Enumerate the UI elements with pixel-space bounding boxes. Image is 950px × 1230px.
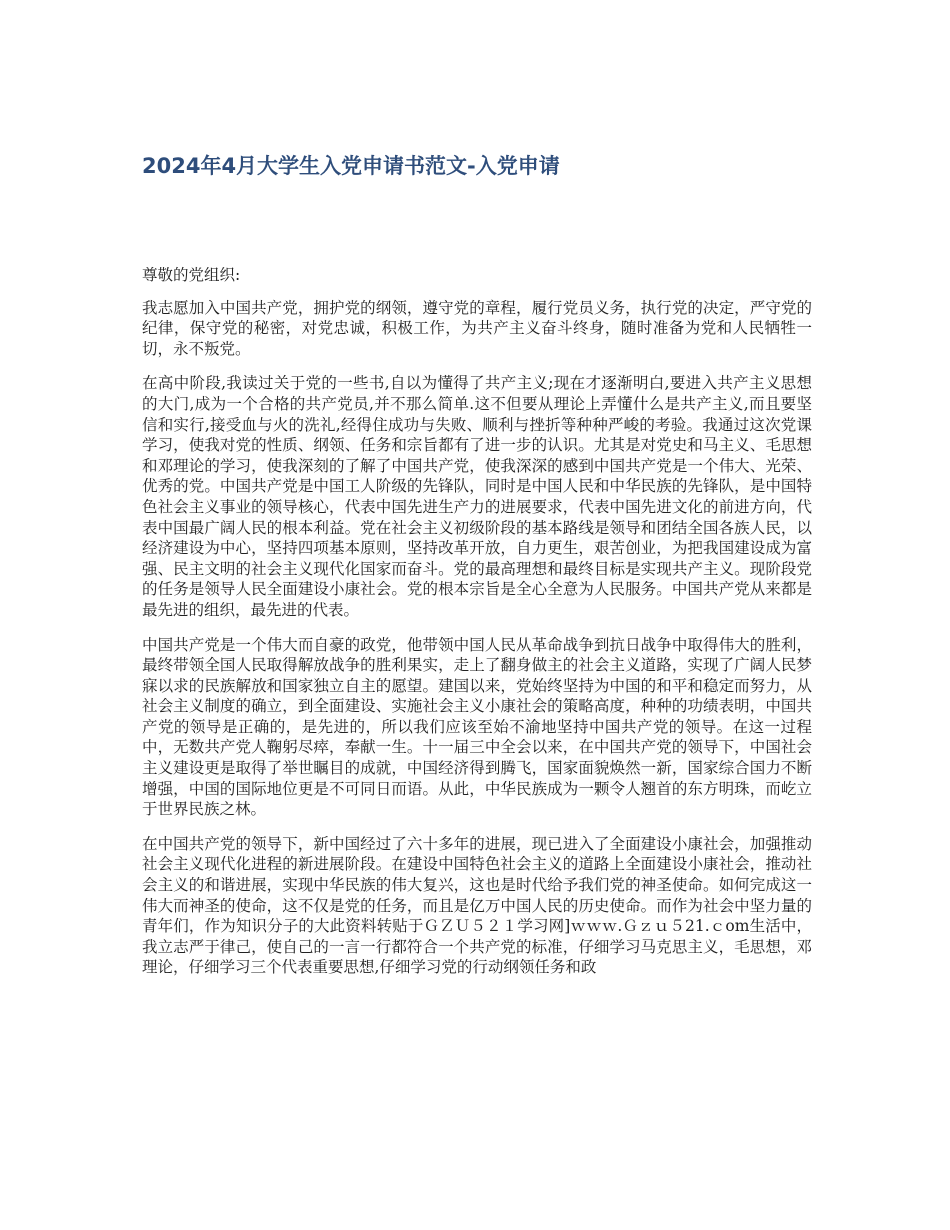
document-body <box>142 265 812 992</box>
document-title: 2024年4月大学生入党申请书范文-入党申请 <box>142 154 560 178</box>
body-paragraph: 中国共产党是一个伟大而自豪的政党，他带领中国人民从革命战争到抗日战争中取得伟大的胜利，最终带领全国人民取得解放战争的胜利果实，走上了翻身做主的社会主义道路，实现了广阔人民梦寐以求的民族解放和国家独立自主的愿望。建国以来，党始终坚持为中国的和平和稳定而努力，从社会主义制度的确立，到全面建设、实施社会主义小康社会的策略高度，种种的功绩表明，中国共产党的领导是正确的，是先进的，所以我们应该至始不渝地坚持中国共产党的领导。在这一过程中，无数共产党人鞠躬尽瘁，奉献一生。十一届三中全会以来，在中国共产党的领导下，中国社会主义建设更是取得了举世瞩目的成就，中国经济得到腾飞，国家面貌焕然一新，国家综合国力不断增强，中国的国际地位更是不可同日而语。从此，中华民族成为一颗令人翘首的东方明珠，而屹立于世界民族之林。 <box>142 635 812 819</box>
body-paragraph: 在中国共产党的领导下，新中国经过了六十多年的进展，现已进入了全面建设小康社会，加强推动社会主义现代化进程的新进展阶段。在建设中国特色社会主义的道路上全面建设小康社会，推动社会主义的和谐进展，实现中华民族的伟大复兴，这也是时代给予我们党的神圣使命。如何完成这一伟大而神圣的使命，这不仅是党的任务，而且是亿万中国人民的历史使命。而作为社会中坚力量的青年们，作为知识分子的大此资料转贴于ＧＺＵ５２１学习网]ｗｗｗ.Ｇｚｕ５21.ｃom生活中，我立志严于律己，使自己的一言一行都符合一个共产党的标准，仔细学习马克思主义，毛思想，邓理论，仔细学习三个代表重要思想,仔细学习党的行动纲领任务和政 <box>142 834 812 977</box>
body-paragraph: 在高中阶段,我读过关于党的一些书,自以为懂得了共产主义;现在才逐渐明白,要进入共产主义思想的大门,成为一个合格的共产党员,并不那么简单.这不但要从理论上弄懂什么是共产主义,而且要坚信和实行,接受血与火的洗礼,经得住成功与失败、顺利与挫折等种种严峻的考验。我通过这次党课学习，使我对党的性质、纲领、任务和宗旨都有了进一步的认识。尤其是对党史和马主义、毛思想和邓理论的学习，使我深刻的了解了中国共产党，使我深深的感到中国共产党是一个伟大、光荣、优秀的党。中国共产党是中国工人阶级的先锋队，同时是中国人民和中华民族的先锋队，是中国特色社会主义事业的领导核心，代表中国先进生产力的进展要求，代表中国先进文化的前进方向，代表中国最广阔人民的根本利益。党在社会主义初级阶段的基本路线是领导和团结全国各族人民，以经济建设为中心，坚持四项基本原则，坚持改革开放，自力更生，艰苦创业，为把我国建设成为富强、民主文明的社会主义现代化国家而奋斗。党的最高理想和最终目标是实现共产主义。现阶段党的任务是领导人民全面建设小康社会。党的根本宗旨是全心全意为人民服务。中国共产党从来都是最先进的组织，最先进的代表。 <box>142 374 812 619</box>
salutation: 尊敬的党组织: <box>142 266 241 284</box>
body-paragraph: 我志愿加入中国共产党，拥护党的纲领，遵守党的章程，履行党员义务，执行党的决定，严守党的纪律，保守党的秘密，对党忠诚，积极工作，为共产主义奋斗终身，随时准备为党和人民牺牲一切，永不叛党。 <box>142 298 812 358</box>
